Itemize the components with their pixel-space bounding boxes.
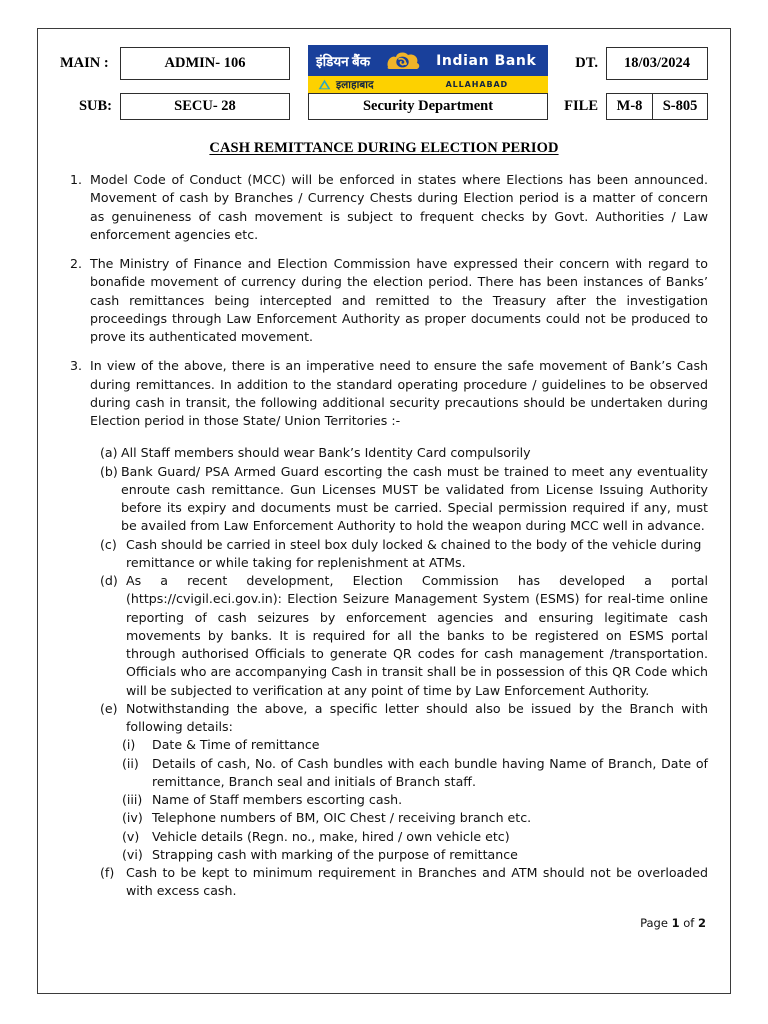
alpha-item-marker: (e) [100,700,122,716]
roman-item [122,828,708,846]
file-field-cell [606,93,708,120]
alpha-item-text: All Staff members should wear Bank’s Identity Card compulsorily [121,445,531,461]
roman-item-marker: (iv) [122,810,143,826]
roman-item-text: Date & Time of remittance [152,737,320,753]
footer-middle: of [679,915,698,930]
alpha-item [100,536,708,573]
main-label: MAIN : [60,54,109,71]
numbered-item-marker: 1. [69,172,82,187]
roman-item [122,791,708,809]
allahabad-triangle-icon [318,79,331,90]
date-value-box[interactable]: 18/03/2024 [606,47,708,80]
alpha-item [100,700,708,737]
alpha-list [60,444,708,900]
indian-bank-emblem-icon [384,49,422,73]
alpha-item-text: Cash should be carried in steel box duly locked & chained to the body of the vehicle during remittance or while taking for replenishment at ATMs. [126,536,702,570]
logo-hindi-sub: इलाहाबाद [336,79,374,91]
alpha-item [100,444,708,462]
roman-list [100,736,708,864]
roman-item-text: Details of cash, No. of Cash bundles with each bundle having Name of Branch, Date of remittance, Branch seal and initials of Branch staff. [152,755,708,789]
roman-item-text: Telephone numbers of BM, OIC Chest / receiving branch etc. [152,810,532,826]
document-body [60,171,708,931]
spacer-right [564,81,708,93]
alpha-item-marker: (b) [100,463,118,479]
header-row-main [60,45,708,81]
file-label: FILE [564,98,598,114]
alpha-item-text: Bank Guard/ PSA Armed Guard escorting the cash must be trained to meet any eventuality enroute cash remittance. Gun Licenses MUST be validated from License Issuing Authority before its expiry and documents must be carried. Special permission required if any, must be availed from Law Enforcement Authority to hold the weapon during MCC well in advance. [121,463,708,534]
header-row-sub [60,93,708,120]
numbered-item-marker: 2. [69,256,82,271]
date-field-cell [606,45,708,81]
document-page [37,28,731,994]
numbered-item [60,255,708,346]
logo-english-name: Indian Bank [436,52,537,69]
alpha-item-marker: (a) [100,445,118,461]
page-footer [60,915,708,932]
alpha-item [100,463,708,536]
bank-logo [308,45,548,93]
roman-item [122,736,708,754]
page-content [38,29,730,931]
document-header [60,45,708,120]
alpha-item [100,864,708,901]
numbered-item-marker: 3. [69,358,82,374]
alpha-item-marker: (c) [100,536,121,552]
alpha-item-text: Notwithstanding the above, a specific letter should also be issued by the Branch with following details: [126,700,708,734]
logo-blue-band [308,45,548,76]
sub-field-cell [120,93,308,120]
roman-item-marker: (ii) [122,755,139,771]
bank-logo-cell [308,45,564,93]
alpha-item-text: As a recent development, Election Commission has developed a portal (https://cvigil.eci.gov.in): Election Seizure Management System (ESMS) for real-time online reporting of cash seizures by enforcement agencies and ensuring legitimate cash movements by banks. It is required for all the banks to be registered on ESMS portal through authorised Officials to generate QR codes for cash management /transportation. Officials who are accompanying Cash in transit shall be in possession of this QR Code which will be subjected to verification at any point of time by Law Enforcement Authority. [126,573,708,698]
numbered-item-text: Model Code of Conduct (MCC) will be enforced in states where Elections has been announced. Movement of cash by Branches / Currency Chests during Election period is a matter of concern as genuineness of cash movement is subject to frequent checks by Govt. Authorities / Law enforcement agencies etc. [90,172,708,242]
file-boxes [606,93,708,120]
logo-hindi-name: इंडियन बैंक [316,53,371,69]
roman-item-marker: (vi) [122,846,143,862]
spacer-left [60,81,308,93]
file-value-2[interactable]: S-805 [652,94,707,119]
department-cell [308,93,564,120]
roman-item [122,809,708,827]
sub-label: SUB: [78,98,112,114]
main-value-box[interactable]: ADMIN- 106 [120,47,290,80]
file-value-1[interactable]: M-8 [616,98,643,114]
department-box[interactable]: Security Department [308,93,548,120]
alpha-item [100,572,708,700]
alpha-item-marker: (d) [100,573,122,588]
date-label: DT. [575,54,598,71]
roman-item-marker: (v) [122,828,140,844]
alpha-item-marker: (f) [100,865,119,880]
logo-yellow-band [308,76,548,93]
roman-item [122,755,708,792]
footer-prefix: Page [640,915,672,930]
alpha-item-text: Cash to be kept to minimum requirement in Branches and ATM should not be overloaded with excess cash. [126,865,708,899]
roman-item-text: Name of Staff members escorting cash. [152,792,403,807]
footer-current-page: 1 [671,915,680,930]
numbered-item [60,357,708,430]
roman-item-text: Strapping cash with marking of the purpose of remittance [152,846,518,862]
logo-english-sub: ALLAHABAD [445,80,509,89]
roman-item-marker: (i) [122,737,136,753]
numbered-item [60,171,708,244]
footer-total-pages: 2 [697,915,706,930]
sub-value-box[interactable]: SECU- 28 [120,93,290,120]
numbered-item-text: The Ministry of Finance and Election Commission have expressed their concern with regard to bonafide movement of currency during the election period. There has been instances of Banks’ cash remittances being intercepted and remitted to the Treasury after the investigation proceedings through Law Enforcement Authority as proper documents could not be produced to prove its authenticated movement. [90,256,708,344]
roman-item [122,846,708,864]
numbered-item-text: In view of the above, there is an imperative need to ensure the safe movement of Bank’s Cash during remittances. In addition to the standard operating procedure / guidelines to be observed during cash in transit, the following additional security precautions should be undertaken during Election period in those State/ Union Territories :- [90,358,708,428]
roman-item-text: Vehicle details (Regn. no., make, hired / own vehicle etc) [152,828,510,844]
document-title: CASH REMITTANCE DURING ELECTION PERIOD [209,140,559,156]
main-field-cell [120,45,308,81]
roman-item-marker: (iii) [122,792,143,807]
